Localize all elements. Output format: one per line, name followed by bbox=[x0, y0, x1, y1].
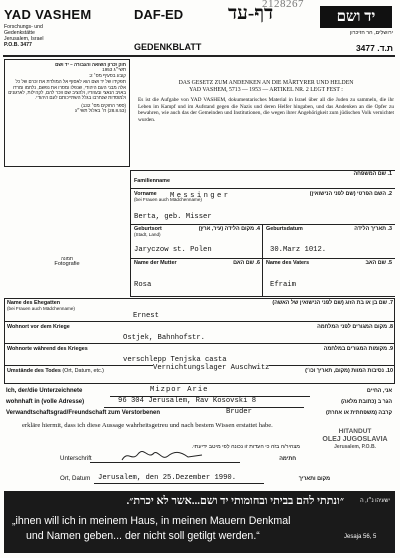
wohnort-vor-label: Wohnort vor dem Kriege bbox=[7, 324, 70, 330]
german-law-subtitle: YAD VASHEM, 5713 — 1953 — ARTIKEL NR. 2 LEGT FEST : bbox=[189, 87, 343, 93]
hebrew-law-box bbox=[4, 59, 130, 167]
banner-german-2: und Namen geben... der nicht soll getilgt werden.“ bbox=[26, 530, 260, 542]
field-wohnort-vor bbox=[4, 322, 395, 344]
stamp-line3: Jerusalem, P.O.B. bbox=[334, 444, 376, 450]
german-law bbox=[138, 80, 394, 123]
familienname-label: Familienname bbox=[134, 178, 170, 184]
wohnort-vor-value: Ostjek, Bahnhofstr. bbox=[123, 334, 205, 342]
geburtsort-hebrew: 4. מקום הלידה (עיר, ארץ) bbox=[198, 226, 260, 232]
hebrew-law-footer2: (28.8.53) ח׳ באלול תשי״ג bbox=[75, 108, 126, 114]
geburtsdatum-value: 30.Marz 1012. bbox=[270, 246, 327, 254]
wohnhaft-hebrew: הגר ב (כתובת מלאה) bbox=[341, 399, 392, 405]
umstaende-hebrew: 10. נסיבות המוות (מקום, תאריך וכו׳) bbox=[305, 368, 393, 374]
photo-label: Fotografie bbox=[54, 261, 80, 268]
signer-address: 96 304 Jerusalem, Rav Kosovski 8 bbox=[118, 397, 257, 405]
banner-hebrew: ״ונתתי להם בביתי ובחומותי יד ושם...אשר לא יכרת״. bbox=[126, 495, 344, 507]
vorname-sub: (bei Frauen auch Mädchenname) bbox=[134, 197, 202, 202]
stamp-line1: HITANDUT bbox=[338, 428, 372, 435]
mutter-value: Rosa bbox=[134, 281, 152, 289]
photo-area bbox=[4, 178, 130, 294]
geburtsort-label: Geburtsort bbox=[134, 226, 162, 232]
org-name: YAD VASHEM bbox=[4, 7, 92, 22]
wohnort-waehrend-hebrew: 9. מקומות המגורים במלחמה bbox=[323, 346, 393, 352]
unterschrift-hebrew: חתימה bbox=[279, 456, 296, 462]
unterschrift-label: Unterschrift bbox=[60, 455, 92, 462]
stamp-line2: OLEJ JUGOSLAVIA bbox=[322, 436, 388, 443]
geburtsort-sub: (Stadt, Land) bbox=[134, 232, 161, 237]
ehegatte-sub: (bei Frauen auch Mädchenname) bbox=[7, 306, 75, 311]
quote-banner bbox=[4, 491, 395, 553]
organization-stamp bbox=[316, 428, 394, 462]
signer-name: Mizpor Arie bbox=[150, 386, 209, 394]
pob-hebrew: ת.ד. 3477 bbox=[355, 43, 393, 53]
vorname-hebrew: 2. השם הפרטי (שם לפני הנישואין) bbox=[309, 191, 392, 197]
photo-label-hebrew: תמונה bbox=[60, 256, 74, 261]
german-law-title: DAS GESETZ ZUM ANDENKEN AN DIE MÄRTYRER UND HELDEN bbox=[178, 80, 354, 86]
verwandt-label: Verwandtschaftsgrad/Freundschaft zum Verstorbenen bbox=[6, 410, 161, 416]
declaration: erkläre hiermit, dass ich diese Aussage wahrheitsgetreu und nach bestem Wissen erstattet habe. bbox=[22, 422, 273, 429]
geburtsort-value: Jaryczow st. Polen bbox=[134, 246, 212, 254]
signer-relation: Bruder bbox=[226, 408, 252, 416]
banner-ref: Jesaja 56, 5 bbox=[344, 534, 377, 540]
vater-label: Name des Vaters bbox=[266, 260, 310, 266]
vorname-label: Vorname bbox=[134, 191, 157, 197]
vater-hebrew: 5. שם האב bbox=[365, 260, 392, 266]
geburtsdatum-label: Geburtsdatum bbox=[266, 226, 303, 232]
hebrew-law-footer1: (ספר החוקים מס׳ 132) bbox=[81, 102, 126, 108]
ort-label: Ort, Datum bbox=[60, 475, 91, 482]
familienname-hebrew: 1. שם המשפחה bbox=[353, 171, 392, 177]
declaration-hebrew: מצהיר/ה בזה כי העדות זו נכונה לפי מיטב ידיעתי. bbox=[191, 444, 300, 450]
wohnhaft-label: wohnhaft in (volle Adresse) bbox=[6, 399, 85, 405]
hebrew-law-title: חוק זכרון השואה והגבורה – יד ושם bbox=[55, 62, 126, 67]
ich-hebrew: אני, החיים bbox=[366, 388, 392, 394]
hebrew-law-section: קובע בסעיף מס׳ 2: bbox=[88, 72, 126, 78]
mutter-hebrew: 6. שם האם bbox=[233, 260, 260, 266]
vorname-value: Berta, geb. Misser bbox=[134, 213, 212, 221]
wohnort-waehrend-label: Wohnorte während des Krieges bbox=[7, 346, 88, 352]
org-address: Forschungs- und Gedenkstätte Jerusalem, Israel P.O.B. 3477 bbox=[4, 24, 44, 48]
umstaende-label: Umstände des Todes (Ort, Datum, etc.) bbox=[7, 368, 104, 374]
dafed-latin: DAF-ED bbox=[134, 7, 184, 22]
stamp-number: 2128267 bbox=[262, 0, 304, 10]
geburtsdatum-hebrew: 3. תאריך הלידה bbox=[354, 226, 392, 232]
banner-german-1: „ihnen will ich in meinem Haus, in meinen Mauern Denkmal bbox=[12, 515, 291, 527]
ort-value: Jerusalem, den 25.Dezember 1990. bbox=[98, 474, 237, 482]
ehegatte-hebrew: 7. שם בן או בת הזוג (שם לפני הנישואין של האשה) bbox=[272, 300, 393, 306]
mutter-label: Name der Mutter bbox=[134, 260, 177, 266]
logo: יד ושם bbox=[320, 6, 392, 28]
german-law-body: Es ist die Aufgabe von YAD VASHEM, dokumentarisches Material in Israel über all die Juden zu sammeln, die ihr Leben im Kampf und im Aufstand gegen die Nazis und deren Helfer hingaben, und das Andenken an die Opfer zu bewahren, wie auch das der Gemeinden und Institutionen, die wegen ihrer Angehörigkeit zum jüdischen Volk vernichtet wurden. bbox=[138, 97, 394, 123]
ehegatte-value: Ernest bbox=[133, 312, 159, 320]
ich-label: Ich, der/die Unterzeichnete bbox=[6, 388, 83, 394]
hebrew-law-date: תשי״ג 1953 bbox=[102, 67, 126, 73]
dafed-hebrew: דף-עד bbox=[228, 3, 274, 24]
hebrew-law-body: תפקידו של יד ושם הוא לאסוף אל המולדת את זכרם של כל אלה מבני העם היהודי, שנפלו ומסרו את נפשם, נלחמו ומרדו באויב הנאצי ובעוזריו, ולהציב שם וזכר להם, לקהילות, לארגונים ולמוסדות שנחרבו בגלל השתייכותם לעם היהודי. bbox=[8, 79, 126, 101]
umstaende-value: Vernichtungslager Auschwitz bbox=[153, 364, 270, 372]
field-ehegatte bbox=[4, 298, 395, 322]
ehegatte-label: Name des Ehegatten bbox=[7, 300, 61, 306]
ort-hebrew: מקום ותאריך bbox=[298, 476, 330, 482]
verwandt-hebrew: קרבה (משפחתית או אחרת) bbox=[326, 410, 392, 416]
org-hebrew: ירושלים, הר הזיכרון bbox=[349, 30, 393, 36]
field-wohnort-waehrend bbox=[4, 344, 395, 366]
page-title: GEDENKBLATT bbox=[134, 42, 202, 52]
field-umstaende bbox=[4, 366, 395, 384]
wohnort-waehrend-value: verschlepp Tenjska casta bbox=[123, 356, 227, 364]
wohnort-vor-hebrew: 8. מקום המגורים לפני המלחמה bbox=[317, 324, 393, 330]
banner-ref-hebrew: ישעיהו נ״ו, ה bbox=[360, 498, 390, 504]
familienname-value: Messinger bbox=[170, 192, 231, 200]
vater-value: Efraim bbox=[270, 281, 296, 289]
